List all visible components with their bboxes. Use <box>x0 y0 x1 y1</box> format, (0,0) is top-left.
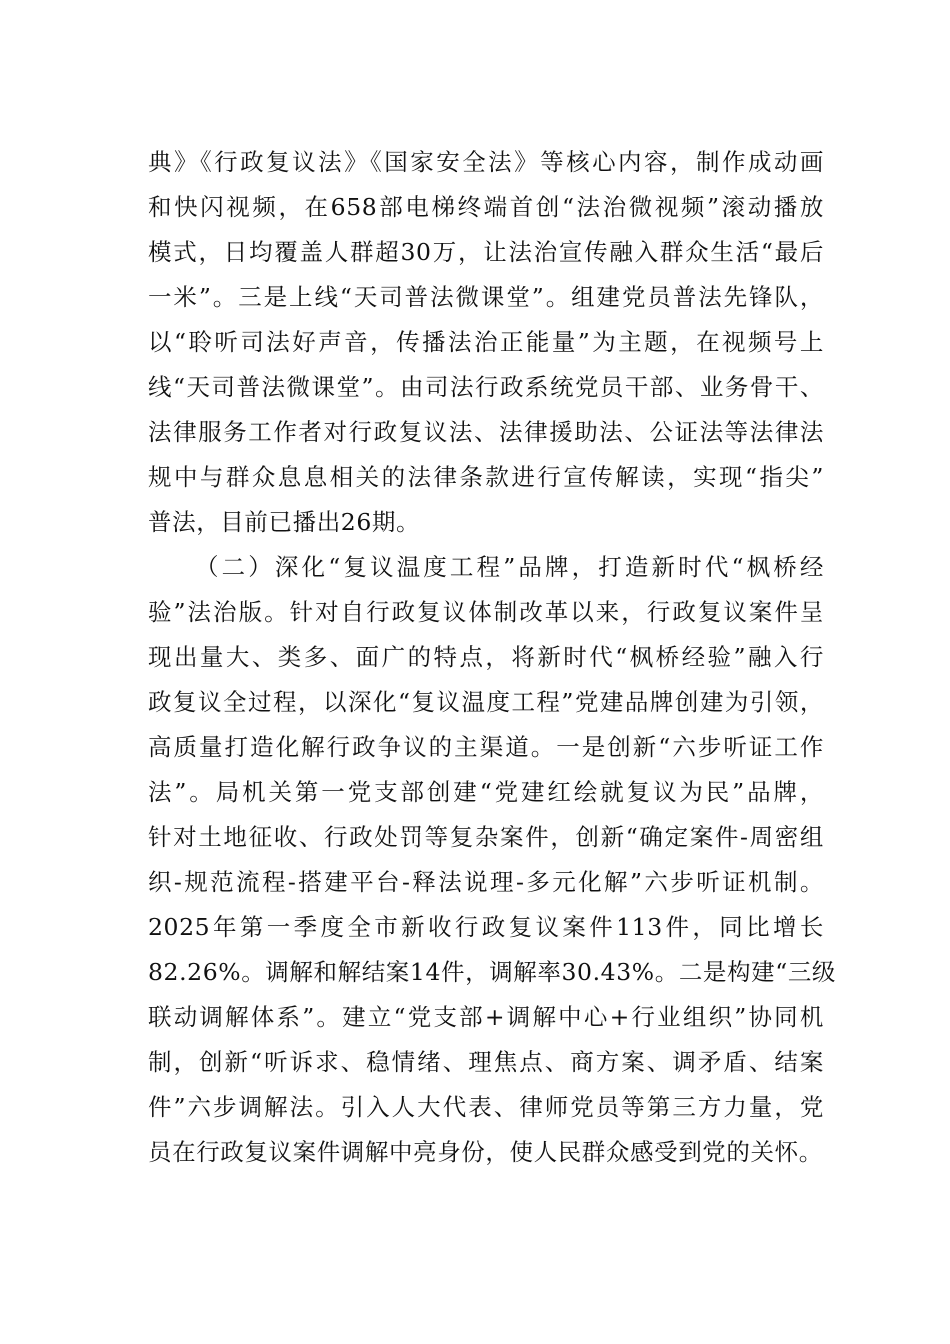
text-line: 验”法治版。针对自行政复议体制改革以来，行政复议案件呈 <box>148 598 824 626</box>
section-heading-line: （二）深化“复议温度工程”品牌，打造新时代“枫桥经 <box>195 553 824 581</box>
text-line: 法律服务工作者对行政复议法、法律援助法、公证法等法律法 <box>148 418 824 446</box>
text-line: 模式，日均覆盖人群超30万，让法治宣传融入群众生活“最后 <box>148 238 824 266</box>
text-line: 82.26%。调解和解结案14件，调解率30.43%。二是构建“三级 <box>148 958 837 986</box>
text-line: 一米”。三是上线“天司普法微课堂”。组建党员普法先锋队， <box>148 283 824 311</box>
text-line: 高质量打造化解行政争议的主渠道。一是创新“六步听证工作 <box>148 733 824 761</box>
text-line: 针对土地征收、行政处罚等复杂案件，创新“确定案件-周密组 <box>148 823 824 851</box>
text-line: 联动调解体系”。建立“党支部+调解中心+行业组织”协同机 <box>148 1003 824 1031</box>
text-line: 2025年第一季度全市新收行政复议案件113件，同比增长 <box>148 913 824 941</box>
text-line: 政复议全过程，以深化“复议温度工程”党建品牌创建为引领， <box>148 688 824 716</box>
text-line: 普法，目前已播出26期。 <box>148 508 421 536</box>
text-line: 和快闪视频，在658部电梯终端首创“法治微视频”滚动播放 <box>148 193 824 221</box>
text-line: 现出量大、类多、面广的特点，将新时代“枫桥经验”融入行 <box>148 643 824 671</box>
text-line: 以“聆听司法好声音，传播法治正能量”为主题，在视频号上 <box>148 328 824 356</box>
text-line: 线“天司普法微课堂”。由司法行政系统党员干部、业务骨干、 <box>148 373 824 401</box>
text-line: 法”。局机关第一党支部创建“党建红绘就复议为民”品牌， <box>148 778 824 806</box>
text-line: 员在行政复议案件调解中亮身份，使人民群众感受到党的关怀。 <box>148 1138 823 1166</box>
text-line: 典》《行政复议法》《国家安全法》等核心内容，制作成动画 <box>148 148 824 176</box>
text-line: 规中与群众息息相关的法律条款进行宣传解读，实现“指尖” <box>148 463 824 491</box>
text-line: 织-规范流程-搭建平台-释法说理-多元化解”六步听证机制。 <box>148 868 824 896</box>
text-line: 制，创新“听诉求、稳情绪、理焦点、商方案、调矛盾、结案 <box>148 1048 824 1076</box>
text-line: 件”六步调解法。引入人大代表、律师党员等第三方力量，党 <box>148 1093 824 1121</box>
